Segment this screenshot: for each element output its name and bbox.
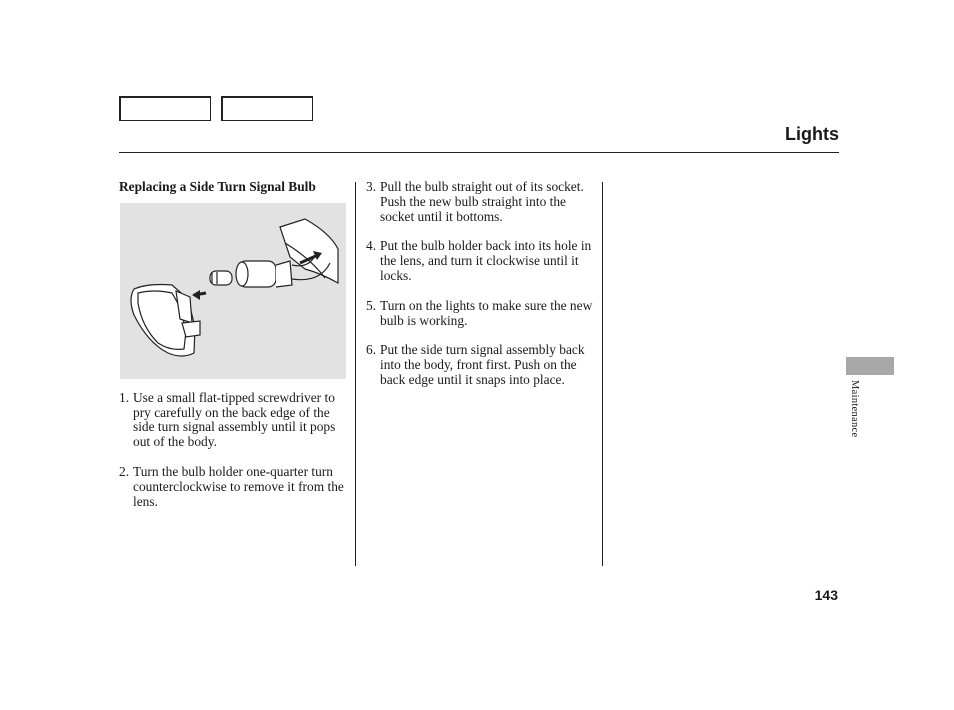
- next-page-button[interactable]: [221, 96, 313, 121]
- column-divider-right: [602, 182, 603, 566]
- sub-heading: Replacing a Side Turn Signal Bulb: [119, 179, 316, 194]
- column-divider-left: [355, 182, 356, 566]
- right-column: [366, 180, 596, 403]
- step-text: Put the bulb holder back into its hole in the lens, and turn it clockwise until it locks.: [380, 238, 592, 283]
- step-number: 2.: [119, 463, 130, 479]
- turn-signal-illustration: [120, 203, 346, 379]
- step-number: 4.: [366, 238, 377, 254]
- previous-page-button[interactable]: [119, 96, 211, 121]
- bulb-holder-diagram: [120, 203, 346, 379]
- step-number: 6.: [366, 342, 377, 358]
- page-title: Lights: [785, 124, 839, 144]
- step-number: 5.: [366, 297, 377, 313]
- step-text: Pull the bulb straight out of its socket. Push the new bulb straight into the socket until it bottoms.: [380, 179, 584, 224]
- step-text: Turn the bulb holder one-quarter turn counterclockwise to remove it from the lens.: [133, 463, 344, 509]
- step-6: [366, 343, 596, 387]
- left-column: [119, 180, 349, 524]
- step-4: [366, 239, 596, 283]
- step-text: Put the side turn signal assembly back into the body, front first. Push on the back edge until it snaps into place.: [380, 342, 585, 387]
- section-tab[interactable]: [846, 357, 894, 375]
- step-number: 3.: [366, 179, 377, 194]
- step-1: [119, 391, 349, 450]
- step-text: Use a small flat-tipped screwdriver to pry carefully on the back edge of the side turn signal assembly until it pops out of the body.: [133, 389, 336, 450]
- section-tab-label: Maintenance: [849, 380, 860, 438]
- step-2: [119, 465, 349, 509]
- header-divider: [119, 152, 839, 153]
- page-number: 143: [814, 587, 838, 603]
- step-3: [366, 180, 596, 224]
- step-text: Turn on the lights to make sure the new bulb is working.: [380, 297, 593, 328]
- step-5: [366, 299, 596, 329]
- step-number: 1.: [119, 389, 130, 405]
